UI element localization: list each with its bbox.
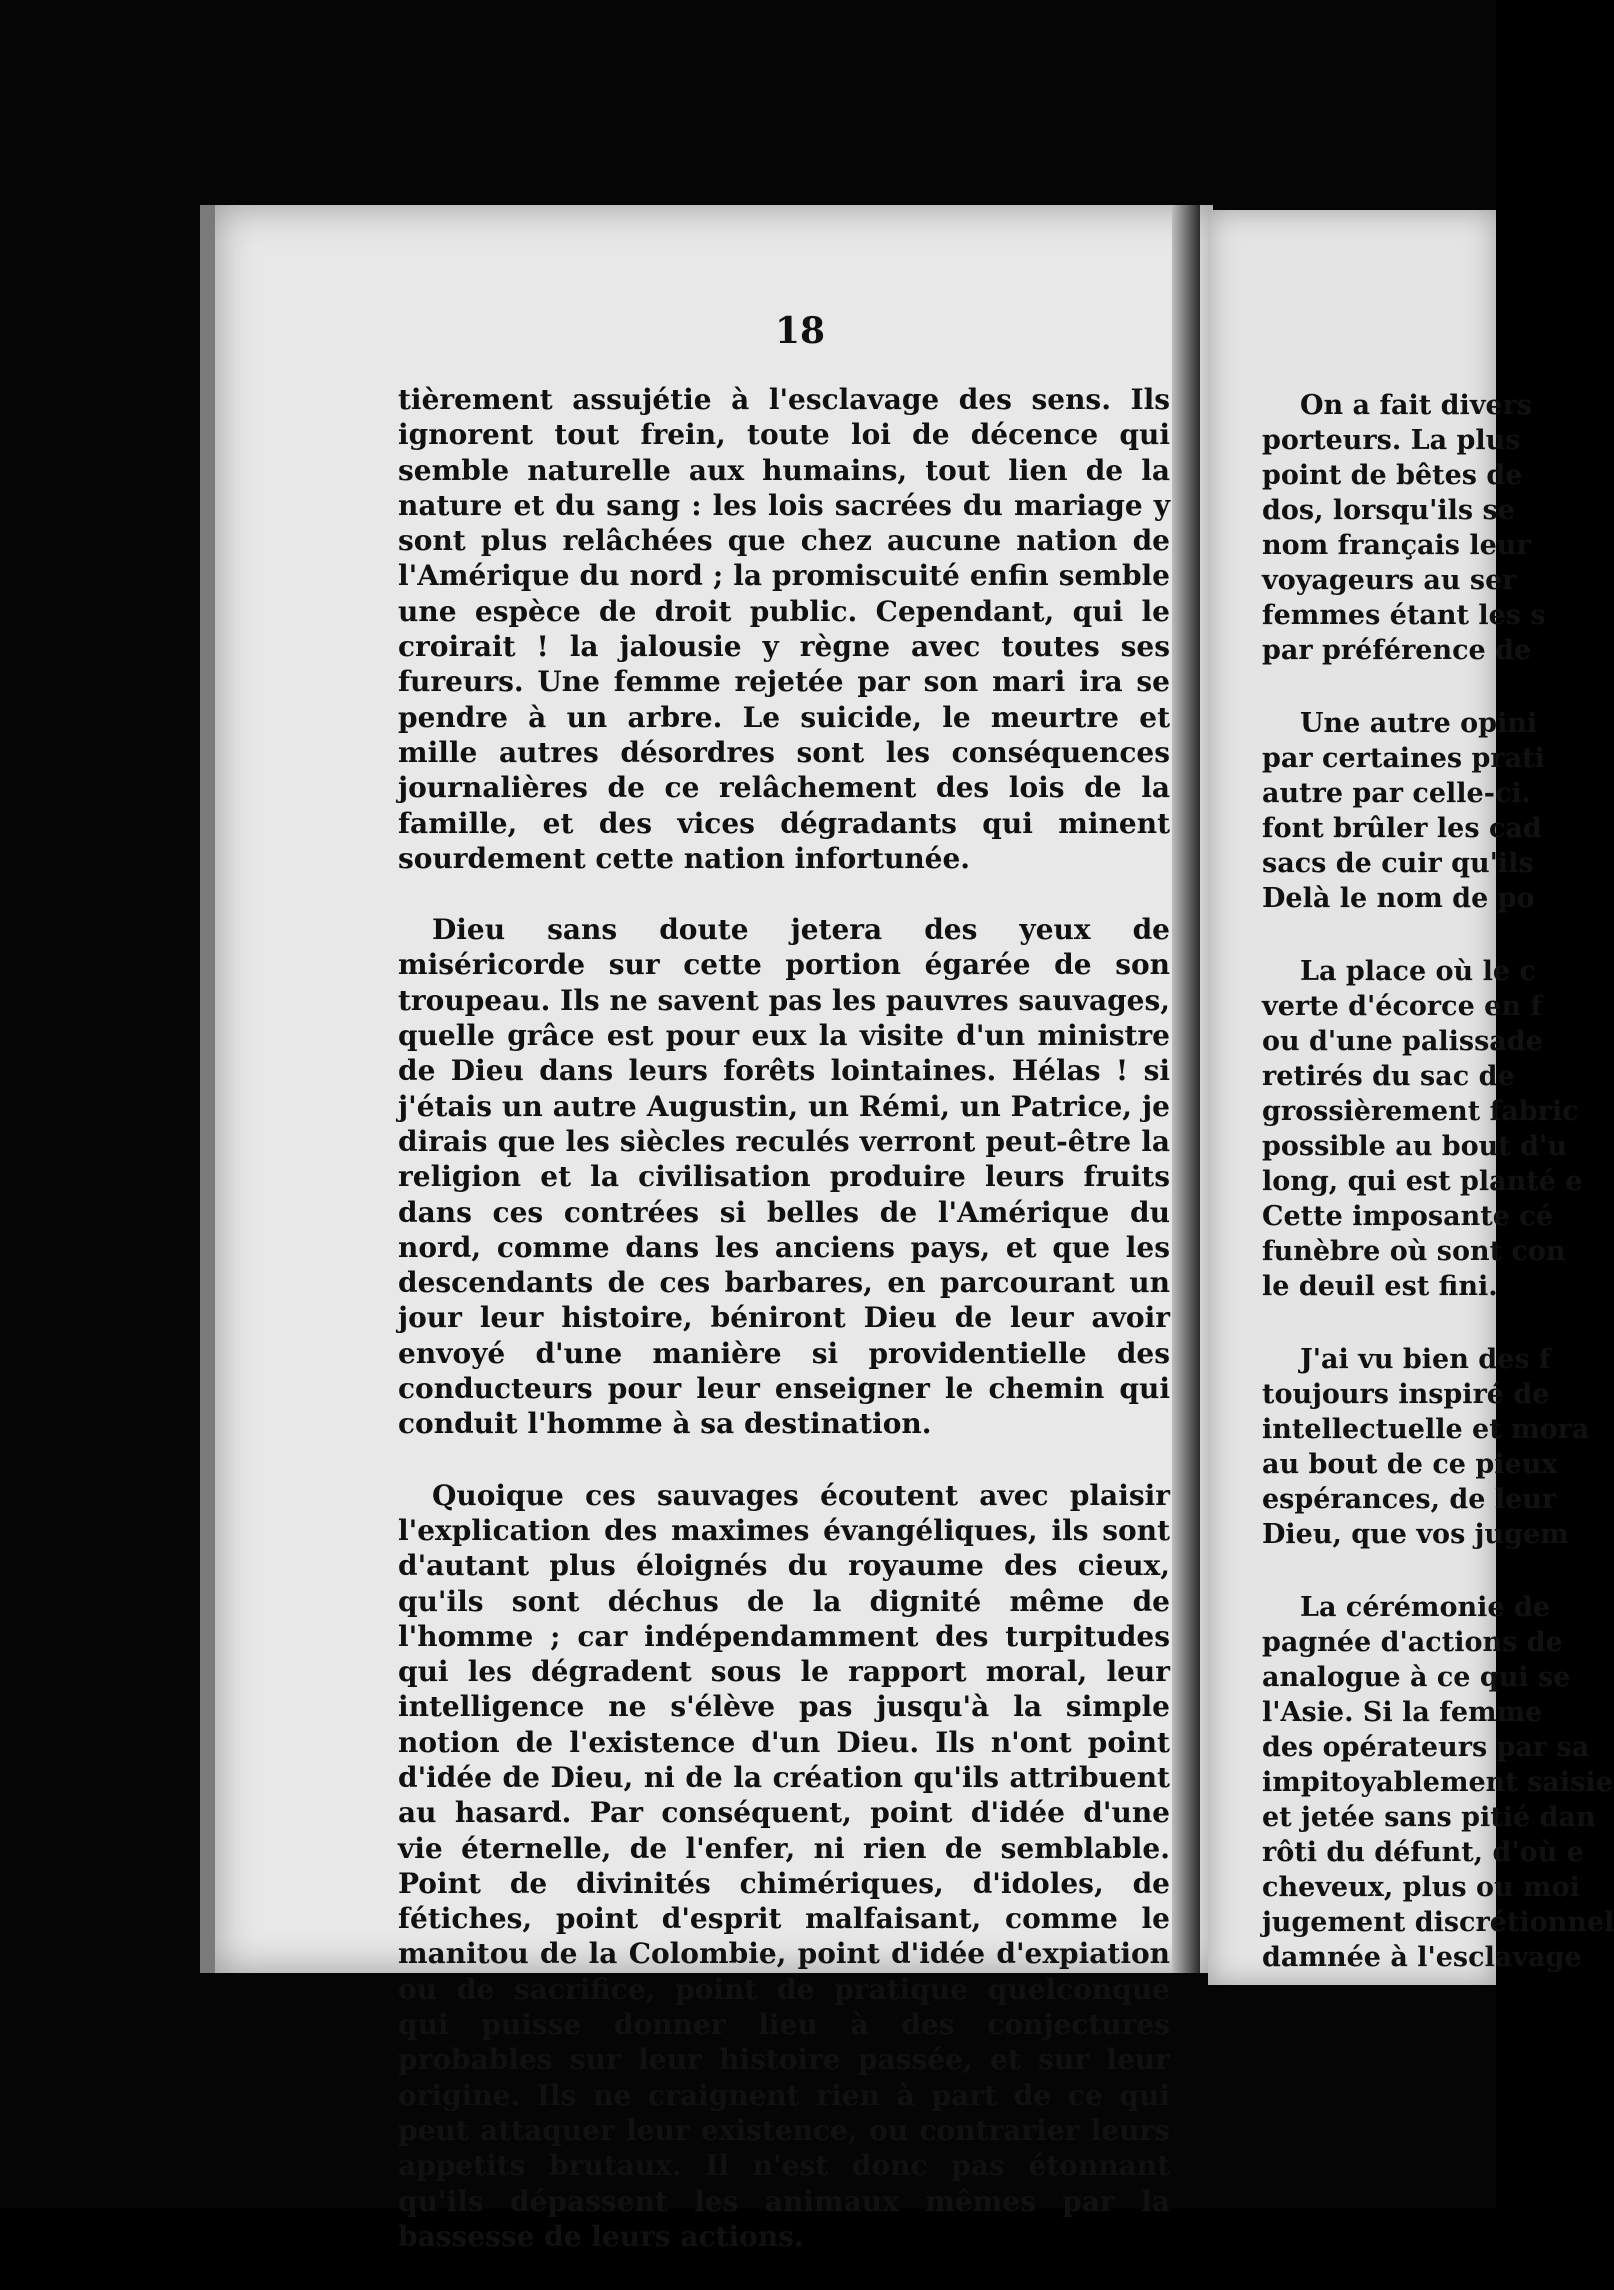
right-text-line: verte d'écorce en f bbox=[1262, 991, 1542, 1022]
right-text-line: analogue à ce qui se bbox=[1262, 1662, 1571, 1693]
right-text-line: rôti du défunt, d'où e bbox=[1262, 1837, 1584, 1868]
book-gutter bbox=[1172, 205, 1200, 1973]
right-text-line: possible au bout d'u bbox=[1262, 1131, 1567, 1162]
right-paragraph bbox=[1262, 706, 1545, 916]
right-text-line: Une autre opini bbox=[1300, 708, 1538, 739]
right-text-line: sacs de cuir qu'ils bbox=[1262, 848, 1534, 879]
right-text-line: La cérémonie de bbox=[1300, 1592, 1551, 1623]
right-text-line: long, qui est planté e bbox=[1262, 1166, 1583, 1197]
right-text-line: toujours inspiré de bbox=[1262, 1379, 1550, 1410]
right-text-line: et jetée sans pitié dan bbox=[1262, 1802, 1596, 1833]
right-text-line: grossièrement fabric bbox=[1262, 1096, 1579, 1127]
right-text-line: femmes étant les s bbox=[1262, 600, 1546, 631]
right-text-line: par préférence de bbox=[1262, 635, 1532, 666]
right-text-line: impitoyablement saisie bbox=[1262, 1767, 1613, 1798]
right-text-line: damnée à l'esclavage bbox=[1262, 1942, 1582, 1973]
right-paragraph bbox=[1262, 1342, 1590, 1552]
right-text-line: On a fait divers bbox=[1300, 390, 1533, 421]
right-text-line: ou d'une palissade bbox=[1262, 1026, 1543, 1057]
paragraph-2: Dieu sans doute jetera des yeux de miséricorde sur cette portion égarée de son troupeau. Ils ne savent pas les pauvres sauvages, quelle grâce est pour eux la visite d'un ministre de Dieu dans leurs forêts lointaines. Hélas ! si j'étais un autre Augustin, un Rémi, un Patrice, je dirais que les siècles reculés verront peut-être la religion et la civilisation produire leurs fruits dans ces contrées si belles de l'Amérique du nord, comme dans les anciens pays, et que les descendants de ces barbares, en parcourant un jour leur histoire, béniront Dieu de leur avoir envoyé d'une manière si providentielle des conducteurs pour leur enseigner le chemin qui conduit l'homme à sa destination. bbox=[398, 913, 1170, 1441]
paragraph-1: tièrement assujétie à l'esclavage des sens. Ils ignorent tout frein, toute loi de décence qui semble naturelle aux humains, tout lien de la nature et du sang : les lois sacrées du mariage y sont plus relâchées que chez aucune nation de l'Amérique du nord ; la promiscuité enfin semble une espèce de droit public. Cependant, qui le croirait ! la jalousie y règne avec toutes ses fureurs. Une femme rejetée par son mari ira se pendre à un arbre. Le suicide, le meurtre et mille autres désordres sont les conséquences journalières de ce relâchement des lois de la famille, et des vices dégradants qui minent sourdement cette nation infortunée. bbox=[398, 383, 1170, 875]
right-text-line: font brûler les cad bbox=[1262, 813, 1542, 844]
right-text-line: point de bêtes de bbox=[1262, 460, 1523, 491]
right-text-line: Delà le nom de po bbox=[1262, 883, 1535, 914]
right-text-line: cheveux, plus ou moi bbox=[1262, 1872, 1580, 1903]
right-text-line: espérances, de leur bbox=[1262, 1484, 1557, 1515]
right-text-line: La place où le c bbox=[1300, 956, 1536, 987]
right-text-line: le deuil est fini. bbox=[1262, 1271, 1498, 1302]
right-text-line: Dieu, que vos jugem bbox=[1262, 1519, 1569, 1550]
right-text-line: funèbre où sont con bbox=[1262, 1236, 1566, 1267]
right-paragraph bbox=[1262, 1590, 1614, 1975]
right-text-line: retirés du sac de bbox=[1262, 1061, 1515, 1092]
right-text-line: des opérateurs par sa bbox=[1262, 1732, 1590, 1763]
page-number: 18 bbox=[774, 310, 826, 352]
right-text-line: J'ai vu bien des f bbox=[1300, 1344, 1551, 1375]
right-text-line: autre par celle-ci. bbox=[1262, 778, 1532, 809]
right-text-line: jugement discrétionnel bbox=[1262, 1907, 1614, 1938]
right-paragraph bbox=[1262, 388, 1546, 668]
left-page-text bbox=[398, 382, 1170, 2290]
right-text-line: dos, lorsqu'ils se bbox=[1262, 495, 1515, 526]
paragraph-3: Quoique ces sauvages écoutent avec plaisir l'explication des maximes évangéliques, ils sont d'autant plus éloignés du royaume des cieux, qu'ils sont déchus de la dignité même de l'homme ; car indépendamment des turpitudes qui les dégradent sous le rapport moral, leur intelligence ne s'élève pas jusqu'à la simple notion de l'existence d'un Dieu. Ils n'ont point d'idée de Dieu, ni de la création qu'ils attribuent au hasard. Par conséquent, point d'idée d'une vie éternelle, de l'enfer, ni rien de semblable. Point de divinités chimériques, d'idoles, de fétiches, point d'esprit malfaisant, comme le manitou de la Colombie, point d'idée d'expiation ou de sacrifice, point de pratique quelconque qui puisse donner lieu à des conjectures probables sur leur histoire passée, et sur leur origine. Ils ne craignent rien à part de ce qui peut attaquer leur existence, ou contrarier leurs appetits brutaux. Il n'est donc pas étonnant qu'ils dépassent les animaux mêmes par la bassesse de leurs actions. bbox=[398, 1478, 1170, 2253]
right-text-line: par certaines prati bbox=[1262, 743, 1545, 774]
right-text-line: voyageurs au ser bbox=[1262, 565, 1517, 596]
right-text-line: porteurs. La plus bbox=[1262, 425, 1521, 456]
right-text-line: Cette imposante cé bbox=[1262, 1201, 1553, 1232]
right-text-line: intellectuelle et mora bbox=[1262, 1414, 1590, 1445]
right-text-line: l'Asie. Si la femme bbox=[1262, 1697, 1543, 1728]
right-page-text bbox=[1262, 388, 1614, 2013]
right-text-line: au bout de ce pieux bbox=[1262, 1449, 1558, 1480]
right-paragraph bbox=[1262, 954, 1583, 1304]
page-edge-shadow bbox=[200, 205, 216, 1973]
right-text-line: pagnée d'actions de bbox=[1262, 1627, 1563, 1658]
right-text-line: nom français leur bbox=[1262, 530, 1531, 561]
